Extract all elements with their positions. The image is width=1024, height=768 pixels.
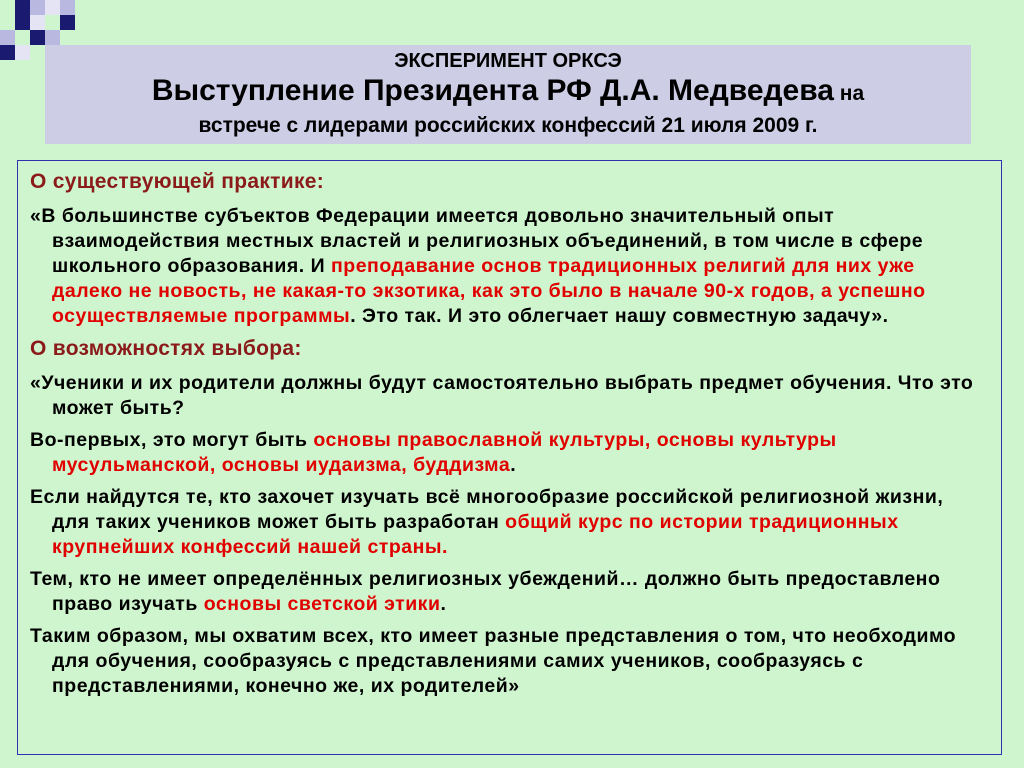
paragraph-choice-1: «Ученики и их родители должны будут самостоятельно выбрать предмет обучения. Что это может быть? [30, 372, 974, 419]
text: Во-первых, это могут быть [30, 429, 314, 451]
highlight-text: общий курс по истории традиционных крупнейших конфессий нашей страны. [52, 511, 899, 558]
decor-square [15, 45, 30, 60]
title-band [45, 45, 971, 144]
text: . [510, 454, 517, 476]
decor-square [45, 0, 60, 15]
paragraph-choice-2 [30, 428, 983, 478]
paragraph-choice-4 [30, 567, 983, 617]
section-heading-practice: О существующей практике: [30, 170, 325, 193]
decor-square [0, 30, 15, 45]
highlight-text: основы светской этики [203, 593, 441, 615]
highlight-text: преподавание основ традиционных религий для них уже далеко не новость, не какая-то экзотика, как это было в начале 90-х годов, а успешно осуществляемые программы [52, 255, 926, 327]
title-line3: встрече с лидерами российских конфессий 21 июля 2009 г. [198, 114, 818, 137]
text: Тем, кто не имеет определённых религиозных убеждений… должно быть предоставлено право изучать [30, 568, 941, 615]
content-box [17, 160, 1002, 755]
paragraph-practice [30, 204, 983, 329]
text: Если найдутся те, кто захочет изучать всё многообразие российской религиозной жизни, для таких учеников может быть разработан [30, 486, 944, 533]
title-line2 [45, 73, 971, 112]
title-main: Выступление Президента РФ Д.А. Медведева [151, 74, 834, 107]
paragraph-choice-5: Таким образом, мы охватим всех, кто имеет разные представления о том, что необходимо для обучения, сообразуясь с представлениями самих учеников, сообразуясь с представлениями, конечно же, их родителей» [30, 625, 957, 697]
decor-square [30, 30, 45, 45]
decor-square [30, 15, 45, 30]
decor-square [60, 0, 75, 15]
highlight-text: основы православной культуры, основы культуры мусульманской, основы иудаизма, буддизма [52, 429, 837, 476]
text: . [440, 593, 447, 615]
decor-square [0, 45, 15, 60]
decor-square [15, 0, 30, 30]
decor-square [60, 15, 75, 30]
decor-square [45, 30, 60, 45]
paragraph-choice-3 [30, 485, 983, 560]
title-suffix: на [833, 82, 865, 105]
text: . Это так. И это облегчает нашу совместную задачу». [350, 305, 889, 327]
title-line1: ЭКСПЕРИМЕНТ ОРКСЭ [394, 50, 622, 72]
section-heading-choice: О возможностях выбора: [30, 337, 302, 360]
decor-square [30, 0, 45, 15]
text: «В большинстве субъектов Федерации имеется довольно значительный опыт взаимодействия местных властей и религиозных объединений, в том числе в сфере школьного образования. И [30, 205, 924, 277]
